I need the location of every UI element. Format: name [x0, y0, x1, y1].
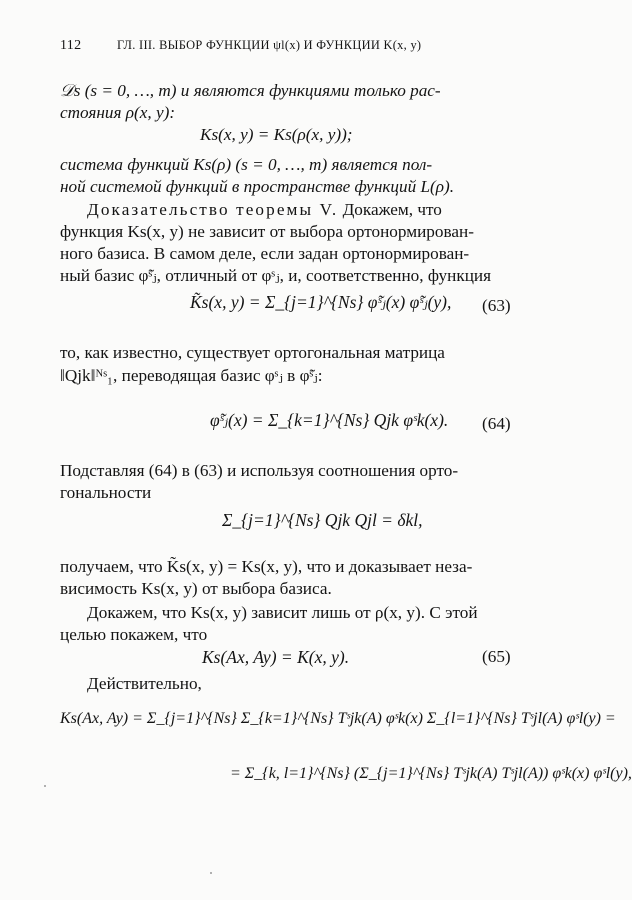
text-line: функция Ks(x, y) не зависит от выбора ортонормирован- [60, 222, 474, 241]
equation-number-65: (65) [482, 647, 511, 666]
text-line: Действительно, [87, 674, 202, 693]
text-line: то, как известно, существует ортогональная матрица [60, 343, 445, 362]
text-line: Докажем, что Ks(x, y) зависит лишь от ρ(x, y). С этой [87, 603, 478, 622]
text-line: гональности [60, 483, 152, 502]
print-speck [44, 785, 46, 787]
equation-number-63: (63) [482, 296, 511, 315]
derivation-line-2: = Σ_{k, l=1}^{Ns} (Σ_{j=1}^{Ns} Tˢjk(A) Tˢjl(A)) φˢk(x) φˢl(y), [230, 765, 632, 782]
equation-63: K̃s(x, y) = Σ_{j=1}^{Ns} φ̃ˢⱼ(x) φ̃ˢⱼ(y), [190, 292, 452, 312]
display-equation: Ks(x, y) = Ks(ρ(x, y)); [200, 125, 353, 144]
text-line: целью покажем, что [60, 625, 208, 644]
text-line: ‖Qjk‖ᴺˢ₁, переводящая базис φˢⱼ в φ̃ˢⱼ: [60, 366, 323, 385]
equation-65: Ks(Ax, Ay) = K(x, y). [202, 647, 350, 667]
text-line: ный базис φ̃ˢⱼ, отличный от φˢⱼ, и, соответственно, функция [60, 266, 491, 285]
text-line: получаем, что K̃s(x, y) = Ks(x, y), что и доказывает неза- [60, 557, 473, 576]
text-line: Доказательство теоремы V. Докажем, что [87, 200, 442, 219]
equation-64: φ̃ˢⱼ(x) = Σ_{k=1}^{Ns} Qjk φˢk(x). [210, 410, 449, 430]
print-speck [210, 872, 212, 874]
orthogonality-relation: Σ_{j=1}^{Ns} Qjk Qjl = δkl, [222, 510, 423, 530]
page-number: 112 [60, 38, 82, 53]
text-line: висимость Ks(x, y) от выбора базиса. [60, 579, 332, 598]
text-line: стояния ρ(x, y): [60, 103, 176, 122]
proof-lead: Доказательство теоремы V. [87, 200, 339, 219]
running-title: ГЛ. III. ВЫБОР ФУНКЦИИ ψl(x) И ФУНКЦИИ K(x, y) [117, 38, 422, 52]
text-line: Подставляя (64) в (63) и используя соотношения орто- [60, 461, 459, 480]
text-line: ной системой функций в пространстве функций L(ρ). [60, 177, 455, 196]
equation-number-64: (64) [482, 414, 511, 433]
derivation-line-1: Ks(Ax, Ay) = Σ_{j=1}^{Ns} Σ_{k=1}^{Ns} Tˢjk(A) φˢk(x) Σ_{l=1}^{Ns} Tˢjl(A) φˢl(y) = [60, 710, 616, 727]
text-line: система функций Ks(ρ) (s = 0, …, m) является пол- [60, 155, 433, 174]
text-line: 𝒟s (s = 0, …, m) и являются функциями только рас- [60, 81, 441, 100]
text-line: ного базиса. В самом деле, если задан ортонормирован- [60, 244, 470, 263]
